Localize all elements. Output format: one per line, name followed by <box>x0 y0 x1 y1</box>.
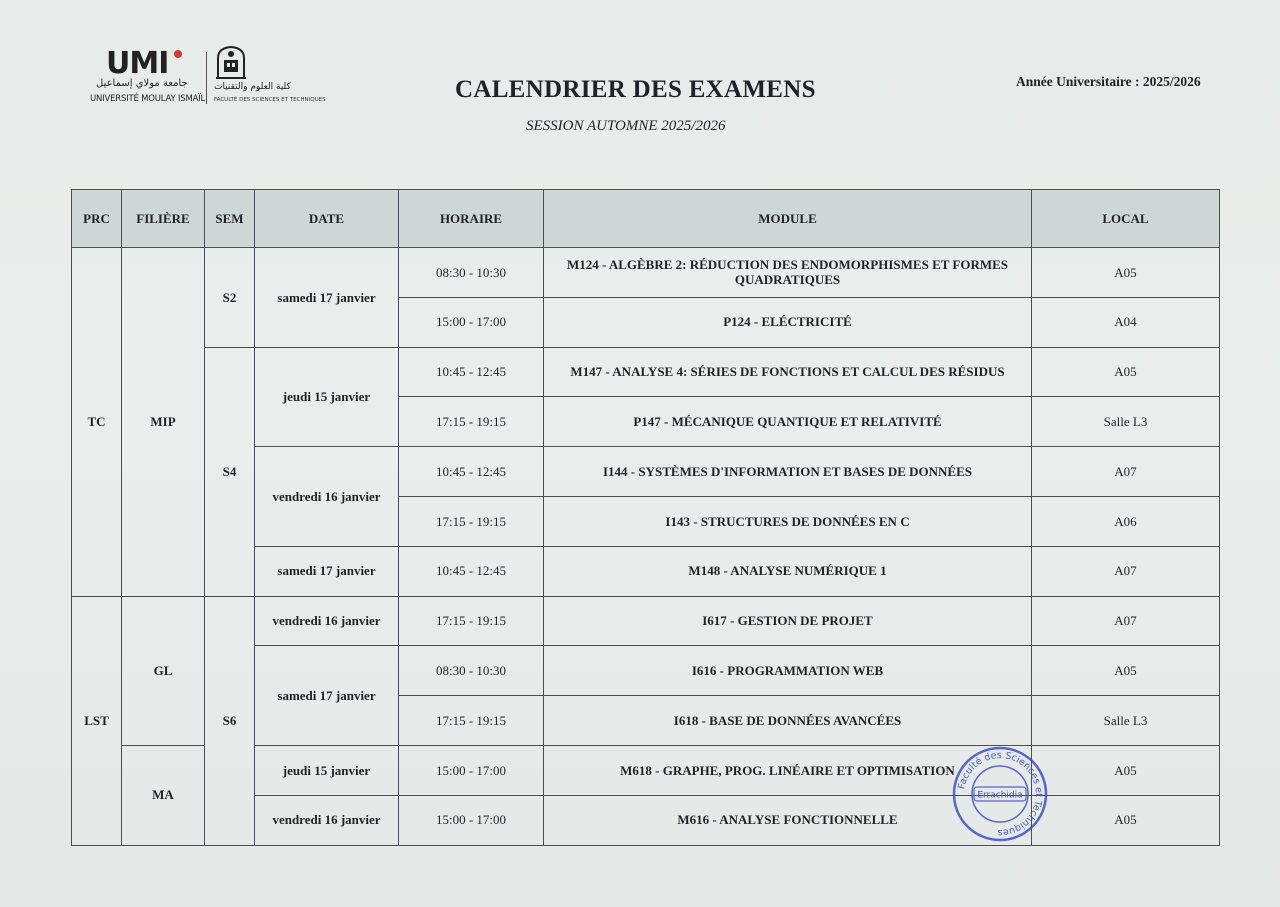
date-cell: jeudi 15 janvier <box>255 745 399 795</box>
horaire-cell: 10:45 - 12:45 <box>399 447 544 497</box>
sem-cell: S2 <box>205 248 255 348</box>
local-cell: A07 <box>1032 596 1220 646</box>
university-name-arabic: جامعة مولاي إسماعيل <box>96 78 188 89</box>
university-logo-dot-icon <box>174 50 182 58</box>
date-cell: samedi 17 janvier <box>255 646 399 746</box>
local-cell: A05 <box>1032 646 1220 696</box>
filiere-cell: GL <box>122 596 205 745</box>
table-row <box>72 596 1220 646</box>
horaire-cell: 15:00 - 17:00 <box>399 297 544 347</box>
module-cell: I617 - GESTION DE PROJET <box>544 596 1032 646</box>
university-logo <box>88 44 206 110</box>
faculty-emblem-icon <box>214 44 248 80</box>
local-cell: A05 <box>1032 248 1220 298</box>
stamp-ring-text: Faculté des Sciences et Techniques <box>956 749 1045 839</box>
local-cell: A05 <box>1032 795 1220 845</box>
university-name-french: UNIVERSITÉ MOULAY ISMAÏL <box>90 94 206 104</box>
module-cell: P124 - ELÉCTRICITÉ <box>544 297 1032 347</box>
horaire-cell: 08:30 - 10:30 <box>399 646 544 696</box>
column-header-prc: PRC <box>72 190 122 248</box>
module-cell: M124 - ALGÈBRE 2: RÉDUCTION DES ENDOMORPHISMES ET FORMES QUADRATIQUES <box>544 248 1032 298</box>
table-header-row <box>72 190 1220 248</box>
date-cell: samedi 17 janvier <box>255 248 399 348</box>
faculty-logo <box>214 44 326 110</box>
table-row <box>72 347 1220 397</box>
horaire-cell: 10:45 - 12:45 <box>399 546 544 596</box>
module-cell: M618 - GRAPHE, PROG. LINÉAIRE ET OPTIMISATION <box>544 745 1032 795</box>
column-header-sem: SEM <box>205 190 255 248</box>
horaire-cell: 17:15 - 19:15 <box>399 696 544 746</box>
prc-cell: TC <box>72 248 122 597</box>
column-header-local: LOCAL <box>1032 190 1220 248</box>
table-row <box>72 248 1220 298</box>
filiere-cell: MA <box>122 745 205 845</box>
module-cell: I616 - PROGRAMMATION WEB <box>544 646 1032 696</box>
horaire-cell: 17:15 - 19:15 <box>399 596 544 646</box>
module-cell: M616 - ANALYSE FONCTIONNELLE <box>544 795 1032 845</box>
module-cell: I618 - BASE DE DONNÉES AVANCÉES <box>544 696 1032 746</box>
module-cell: M147 - ANALYSE 4: SÉRIES DE FONCTIONS ET CALCUL DES RÉSIDUS <box>544 347 1032 397</box>
session-subtitle: SESSION AUTOMNE 2025/2026 <box>526 118 726 134</box>
local-cell: A05 <box>1032 745 1220 795</box>
date-cell: jeudi 15 janvier <box>255 347 399 447</box>
date-cell: vendredi 16 janvier <box>255 795 399 845</box>
column-header-horaire: HORAIRE <box>399 190 544 248</box>
column-header-date: DATE <box>255 190 399 248</box>
sem-cell: S4 <box>205 347 255 596</box>
page-title: CALENDRIER DES EXAMENS <box>455 76 816 103</box>
horaire-cell: 17:15 - 19:15 <box>399 397 544 447</box>
local-cell: A05 <box>1032 347 1220 397</box>
column-header-module: MODULE <box>544 190 1032 248</box>
module-cell: M148 - ANALYSE NUMÉRIQUE 1 <box>544 546 1032 596</box>
date-cell: samedi 17 janvier <box>255 546 399 596</box>
horaire-cell: 15:00 - 17:00 <box>399 745 544 795</box>
academic-year: Année Universitaire : 2025/2026 <box>1016 74 1201 89</box>
stamp-center-text: Errachidia <box>977 790 1023 801</box>
exam-schedule-table <box>71 189 1220 846</box>
sem-cell: S6 <box>205 596 255 845</box>
university-logo-mark: UMI <box>106 46 169 81</box>
date-cell: vendredi 16 janvier <box>255 447 399 547</box>
local-cell: Salle L3 <box>1032 696 1220 746</box>
module-cell: P147 - MÉCANIQUE QUANTIQUE ET RELATIVITÉ <box>544 397 1032 447</box>
logo-divider <box>206 52 207 104</box>
date-cell: vendredi 16 janvier <box>255 596 399 646</box>
local-cell: A07 <box>1032 447 1220 497</box>
filiere-cell: MIP <box>122 248 205 597</box>
module-cell: I143 - STRUCTURES DE DONNÉES EN C <box>544 496 1032 546</box>
faculty-name-arabic: كلية العلوم والتقنيات <box>214 82 291 92</box>
prc-cell: LST <box>72 596 122 845</box>
faculty-name-french: FACULTÉ DES SCIENCES ET TECHNIQUES <box>214 97 326 103</box>
module-cell: I144 - SYSTÈMES D'INFORMATION ET BASES DE DONNÉES <box>544 447 1032 497</box>
column-header-filiere: FILIÈRE <box>122 190 205 248</box>
horaire-cell: 08:30 - 10:30 <box>399 248 544 298</box>
horaire-cell: 15:00 - 17:00 <box>399 795 544 845</box>
local-cell: A04 <box>1032 297 1220 347</box>
local-cell: A07 <box>1032 546 1220 596</box>
local-cell: Salle L3 <box>1032 397 1220 447</box>
local-cell: A06 <box>1032 496 1220 546</box>
horaire-cell: 17:15 - 19:15 <box>399 496 544 546</box>
header-logos <box>88 44 326 114</box>
horaire-cell: 10:45 - 12:45 <box>399 347 544 397</box>
